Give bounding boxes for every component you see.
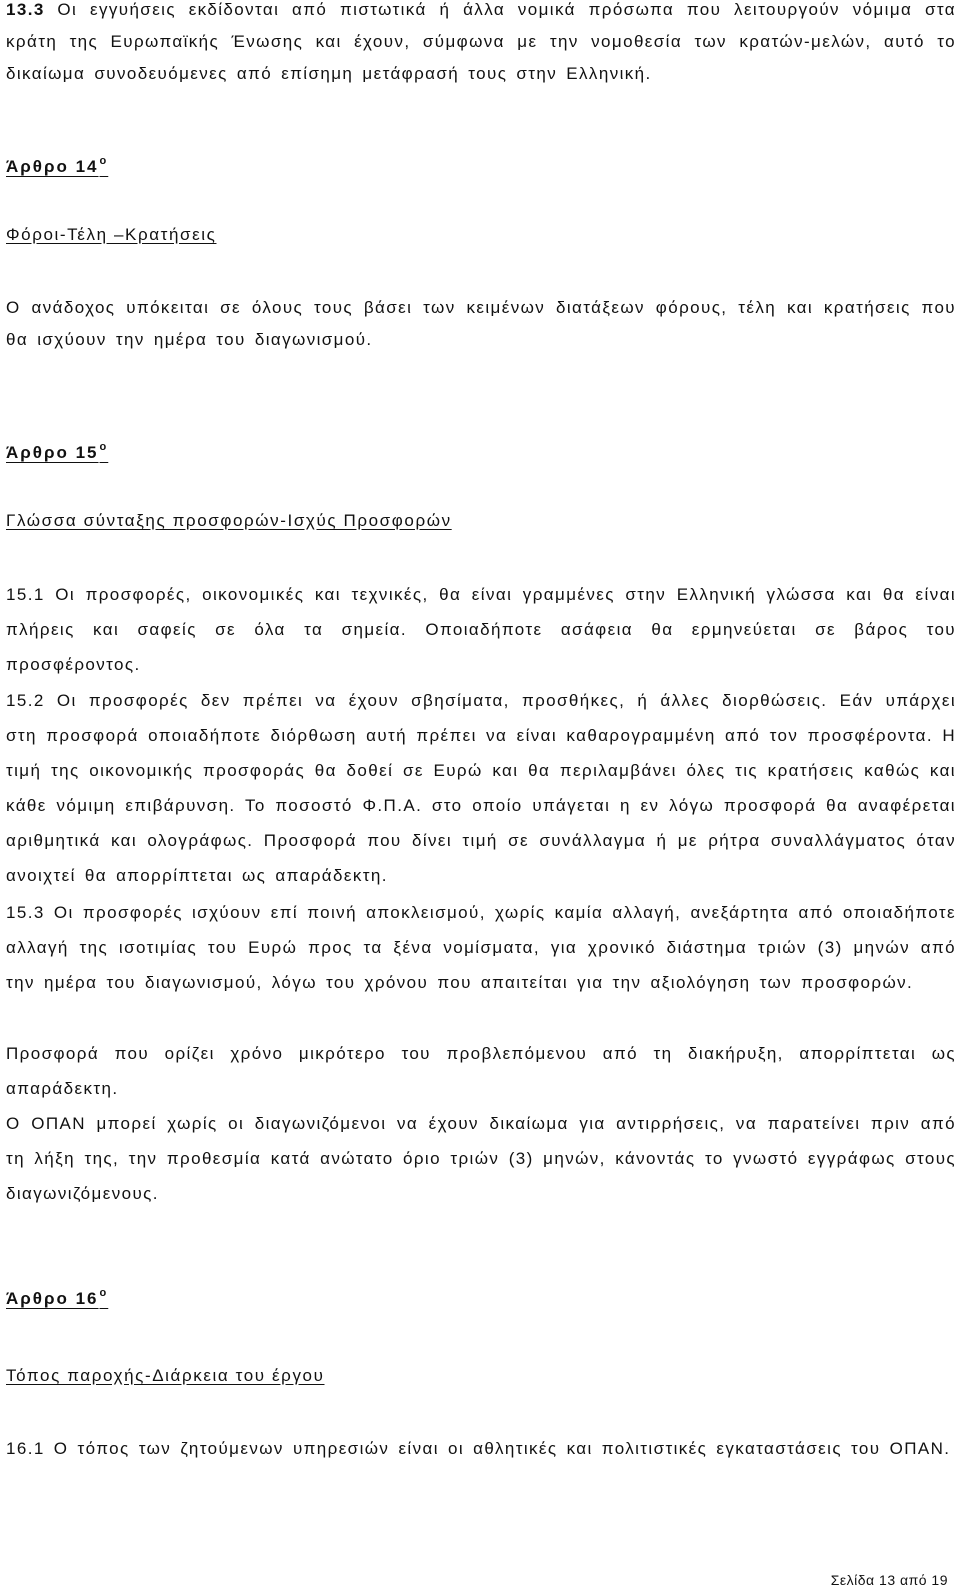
article-14-heading-sup: ο (99, 155, 109, 167)
article-15-heading-text: Άρθρο 15 (6, 443, 99, 462)
article-16-heading (6, 1287, 126, 1309)
article-14-heading (6, 155, 126, 177)
article-16-heading-sup: ο (99, 1287, 109, 1299)
paragraph-15-2: 15.2 Οι προσφορές δεν πρέπει να έχουν σβησίματα, προσθήκες, ή άλλες διορθώσεις. Εάν υπάρχει στη προσφορά οποιαδήποτε διόρθωση αυτή πρέπει να είναι καθαρογραμμένη από τον προσφέροντα. Η τιμή της οικονομικής προσφοράς θα δοθεί σε Ευρώ και θα περιλαμβάνει όλες τις κρατήσεις καθώς και κάθε νόμιμη επιβάρυνση. Το ποσοστό Φ.Π.Α. στο οποίο υπάγεται η εν λόγω προσφορά θα αναφέρεται αριθμητικά και ολογράφως. Προσφορά που δίνει τιμή σε συνάλλαγμα ή με ρήτρα συναλλάγματος όταν ανοιχτεί θα απορρίπτεται ως απαράδεκτη. (6, 691, 956, 885)
article-16-heading-text: Άρθρο 16 (6, 1289, 99, 1308)
article-15-subtitle: Γλώσσα σύνταξης προσφορών-Ισχύς Προσφορών (6, 511, 452, 530)
paragraph-15-5: Ο ΟΠΑΝ μπορεί χωρίς οι διαγωνιζόμενοι να έχουν δικαίωμα για αντιρρήσεις, να παρατείνει πριν από τη λήξη της, την προθεσμία κατά ανώτατο όριο τριών (3) μηνών, κάνοντάς το γνωστό εγγράφως στους διαγωνιζόμενους. (6, 1114, 956, 1203)
article-15-heading-sup: ο (99, 441, 109, 453)
article-14-subtitle: Φόροι-Τέλη –Κρατήσεις (6, 225, 217, 244)
page-number-footer: Σελίδα 13 από 19 (830, 1572, 948, 1588)
article-16-subtitle: Τόπος παροχής-Διάρκεια του έργου (6, 1366, 325, 1385)
article-14-body: Ο ανάδοχος υπόκειται σε όλους τους βάσει των κειμένων διατάξεων φόρους, τέλη και κρατήσεις που θα ισχύουν την ημέρα του διαγωνισμού. (6, 298, 956, 349)
paragraph-16-1: 16.1 Ο τόπος των ζητούμενων υπηρεσιών είναι οι αθλητικές και πολιτιστικές εγκαταστάσεις του ΟΠΑΝ. (6, 1439, 951, 1458)
paragraph-13-3-text: Οι εγγυήσεις εκδίδονται από πιστωτικά ή άλλα νομικά πρόσωπα που λειτουργούν νόμιμα στα κράτη της Ευρωπαϊκής Ένωσης και έχουν, σύμφωνα με την νομοθεσία των κρατών-μελών, αυτό το δικαίωμα συνοδευόμενες από επίσημη μετάφρασή τους στην Ελληνική. (6, 0, 956, 83)
article-15-heading (6, 441, 126, 463)
article-14-heading-text: Άρθρο 14 (6, 157, 99, 176)
paragraph-15-4: Προσφορά που ορίζει χρόνο μικρότερο του προβλεπόμενου από τη διακήρυξη, απορρίπτεται ως απαράδεκτη. (6, 1044, 956, 1098)
paragraph-13-3-number: 13.3 (6, 0, 45, 19)
paragraph-15-1: 15.1 Οι προσφορές, οικονομικές και τεχνικές, θα είναι γραμμένες στην Ελληνική γλώσσα και θα είναι πλήρεις και σαφείς σε όλα τα σημεία. Οποιαδήποτε ασάφεια θα ερμηνεύεται σε βάρος του προσφέροντος. (6, 585, 956, 674)
paragraph-13-3 (6, 0, 956, 90)
paragraph-15-3: 15.3 Οι προσφορές ισχύουν επί ποινή αποκλεισμού, χωρίς καμία αλλαγή, ανεξάρτητα από οποιαδήποτε αλλαγή της ισοτιμίας του Ευρώ προς τα ξένα νομίσματα, για χρονικό διάστημα τριών (3) μηνών από την ημέρα του διαγωνισμού, λόγω του χρόνου που απαιτείται για την αξιολόγηση των προσφορών. (6, 903, 956, 992)
